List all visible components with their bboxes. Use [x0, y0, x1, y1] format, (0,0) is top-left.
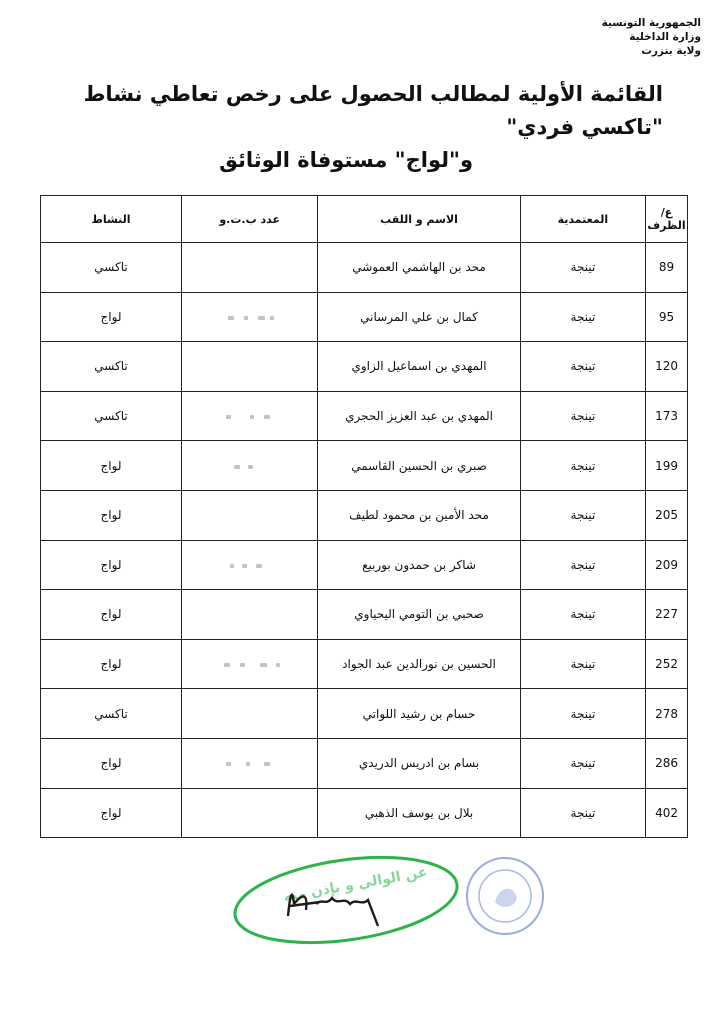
cell-name: المهدي بن عبد العزيز الحجري: [318, 391, 520, 441]
cell-name: كمال بن علي المرساني: [318, 292, 520, 342]
header-envelope-number: [646, 196, 688, 243]
cell-delegation: تينجة: [520, 243, 645, 293]
cell-envelope-number: 205: [646, 490, 688, 540]
cell-delegation: تينجة: [520, 689, 645, 739]
cell-id-number: [182, 689, 318, 739]
cell-id-number: [182, 342, 318, 392]
cell-activity: لواج: [41, 639, 182, 689]
cell-name: المهدي بن اسماعيل الزاوي: [318, 342, 520, 392]
table-row: [41, 490, 688, 540]
cell-envelope-number: 402: [646, 788, 688, 838]
cell-name: صحبي بن التومي اليحياوي: [318, 590, 520, 640]
cell-envelope-number: 120: [646, 342, 688, 392]
table-row: [41, 243, 688, 293]
header-activity: النشاط: [41, 196, 182, 243]
table-row: [41, 788, 688, 838]
table-row: [41, 639, 688, 689]
table-row: [41, 689, 688, 739]
cell-name: بسام بن ادريس الدريدي: [318, 738, 520, 788]
cell-activity: لواج: [41, 540, 182, 590]
header-ministry: وزارة الداخلية: [629, 31, 701, 43]
table-row: [41, 292, 688, 342]
table-row: [41, 738, 688, 788]
cell-id-number: [182, 391, 318, 441]
header-num-line2: الظرف: [647, 219, 686, 232]
cell-activity: لواج: [41, 292, 182, 342]
redacted-id: [220, 713, 280, 718]
cell-delegation: تينجة: [520, 490, 645, 540]
redacted-id: [220, 613, 280, 618]
cell-envelope-number: 278: [646, 689, 688, 739]
signature: [228, 846, 468, 952]
cell-envelope-number: 227: [646, 590, 688, 640]
cell-id-number: [182, 243, 318, 293]
applicants-table: [40, 195, 688, 838]
header-name: الاسم و اللقب: [318, 196, 520, 243]
header-delegation: المعتمدية: [520, 196, 645, 243]
cell-envelope-number: 173: [646, 391, 688, 441]
cell-activity: تاكسي: [41, 391, 182, 441]
cell-activity: تاكسي: [41, 342, 182, 392]
cell-envelope-number: 89: [646, 243, 688, 293]
cell-delegation: تينجة: [520, 788, 645, 838]
cell-id-number: [182, 639, 318, 689]
signature-text: عن الوالي و بإذن منه: [282, 864, 429, 906]
cell-delegation: تينجة: [520, 391, 645, 441]
cell-id-number: [182, 590, 318, 640]
table-row: [41, 391, 688, 441]
cell-name: صبري بن الحسين القاسمي: [318, 441, 520, 491]
redacted-id: [220, 564, 280, 569]
cell-activity: لواج: [41, 788, 182, 838]
header-id-number: عدد ب.ت.و: [182, 196, 318, 243]
cell-delegation: تينجة: [520, 738, 645, 788]
redacted-id: [220, 762, 280, 767]
cell-name: حسام بن رشيد اللواتي: [318, 689, 520, 739]
redacted-id: [220, 266, 280, 271]
cell-name: محد الأمين بن محمود لطيف: [318, 490, 520, 540]
cell-delegation: تينجة: [520, 540, 645, 590]
document-title: [30, 78, 663, 177]
ministry-header: [602, 16, 701, 58]
cell-name: بلال بن يوسف الذهبي: [318, 788, 520, 838]
cell-id-number: [182, 788, 318, 838]
table-row: [41, 590, 688, 640]
title-line-1: القائمة الأولية لمطالب الحصول على رخص تعاطي نشاط "تاكسي فردي": [83, 82, 663, 139]
header-governorate: ولاية بنزرت: [641, 45, 701, 57]
cell-envelope-number: 209: [646, 540, 688, 590]
cell-delegation: تينجة: [520, 639, 645, 689]
cell-delegation: تينجة: [520, 292, 645, 342]
cell-envelope-number: 252: [646, 639, 688, 689]
table-row: [41, 441, 688, 491]
redacted-id: [220, 365, 280, 370]
redacted-id: [220, 663, 280, 668]
redacted-id: [220, 812, 280, 817]
redacted-id: [220, 415, 280, 420]
cell-name: محد بن الهاشمي العموشي: [318, 243, 520, 293]
cell-activity: لواج: [41, 441, 182, 491]
cell-delegation: تينجة: [520, 590, 645, 640]
cell-activity: تاكسي: [41, 243, 182, 293]
cell-delegation: تينجة: [520, 441, 645, 491]
header-num-line1: ع/: [660, 206, 673, 219]
cell-id-number: [182, 441, 318, 491]
cell-id-number: [182, 292, 318, 342]
cell-activity: لواج: [41, 490, 182, 540]
cell-id-number: [182, 490, 318, 540]
table-header-row: [41, 196, 688, 243]
cell-envelope-number: 286: [646, 738, 688, 788]
redacted-id: [220, 316, 280, 321]
cell-name: الحسين بن نورالدين عبد الجواد: [318, 639, 520, 689]
cell-activity: لواج: [41, 590, 182, 640]
official-stamp: [455, 852, 555, 942]
cell-name: شاكر بن حمدون بوربيع: [318, 540, 520, 590]
table-row: [41, 342, 688, 392]
cell-id-number: [182, 738, 318, 788]
cell-id-number: [182, 540, 318, 590]
table-row: [41, 540, 688, 590]
cell-activity: تاكسي: [41, 689, 182, 739]
cell-activity: لواج: [41, 738, 182, 788]
cell-delegation: تينجة: [520, 342, 645, 392]
header-country: الجمهورية التونسية: [601, 17, 701, 29]
cell-envelope-number: 95: [646, 292, 688, 342]
signature-loop: [230, 846, 463, 952]
stamp-emblem-icon: [495, 889, 517, 907]
redacted-id: [220, 465, 280, 470]
title-line-2: و"لواج" مستوفاة الوثائق: [219, 148, 473, 172]
cell-envelope-number: 199: [646, 441, 688, 491]
redacted-id: [220, 514, 280, 519]
